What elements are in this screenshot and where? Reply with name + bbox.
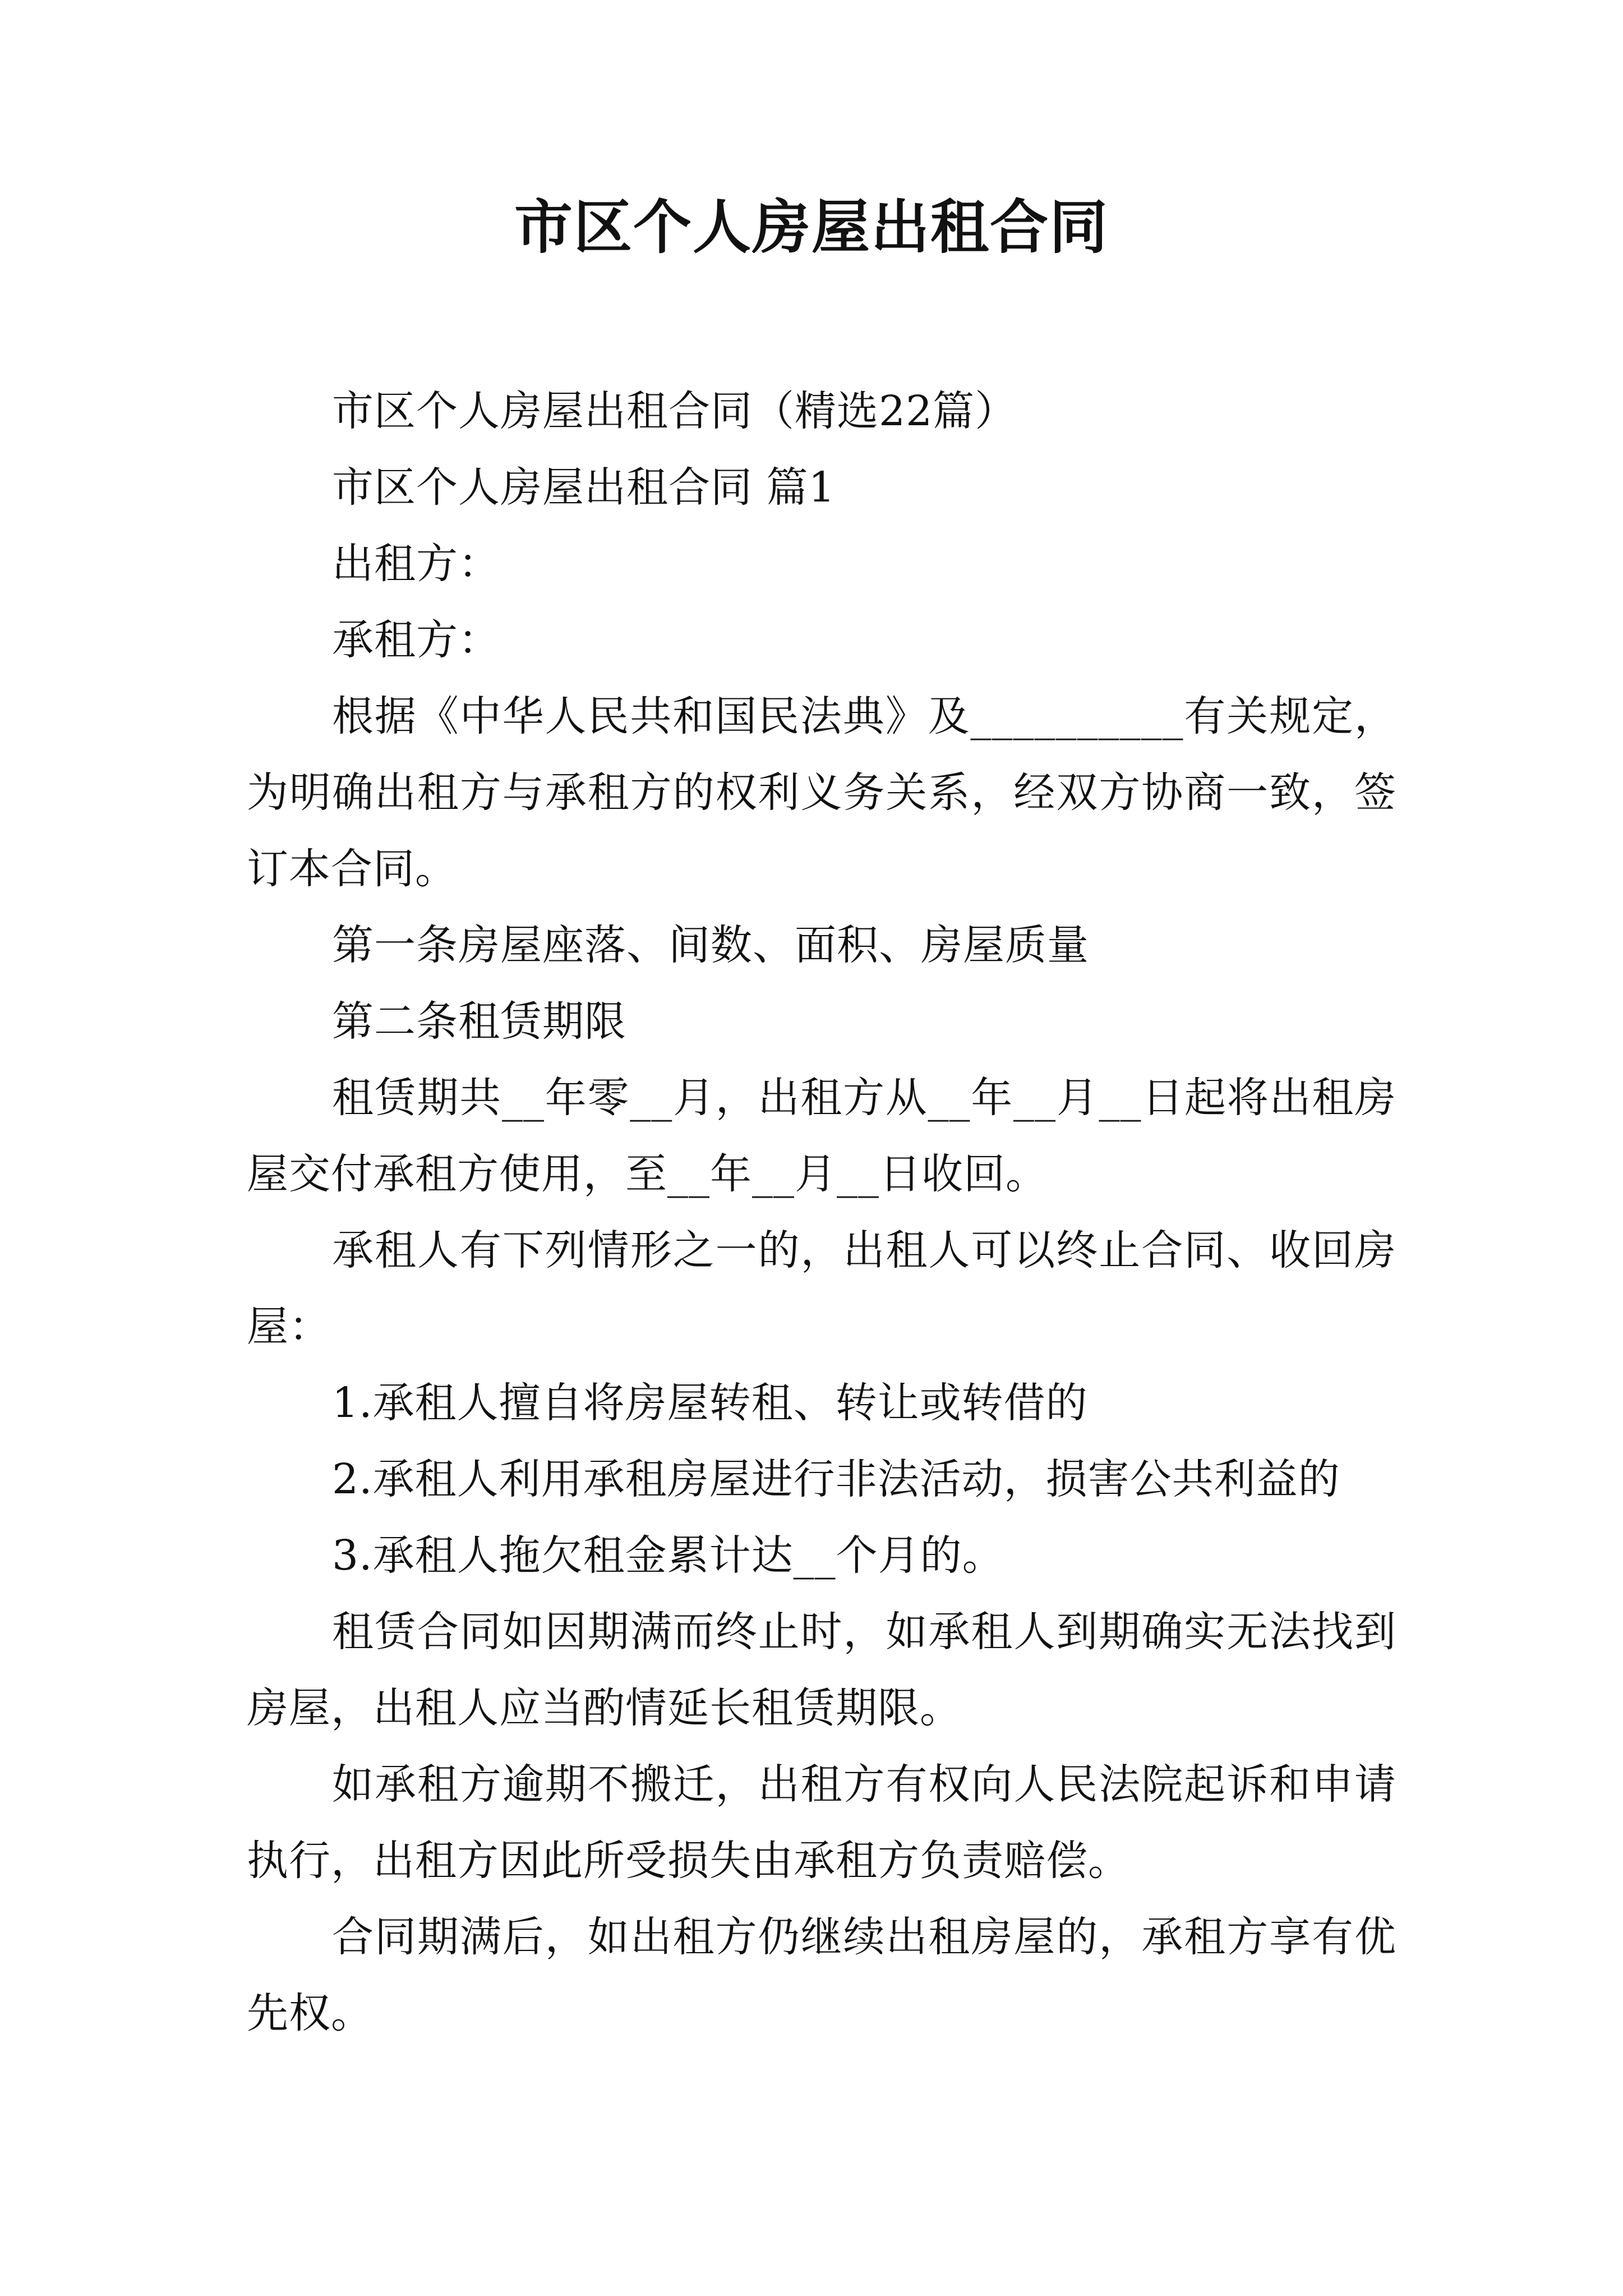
paragraph-priority: 合同期满后，如出租方仍继续出租房屋的，承租方享有优先权。 — [247, 1913, 1396, 2037]
paragraph-extension: 租赁合同如因期满而终止时，如承租人到期确实无法找到房屋，出租人应当酌情延长租赁期限。 — [247, 1608, 1396, 1732]
document-title: 市区个人房屋出租合同 — [514, 192, 1109, 261]
document-body — [247, 373, 1396, 2051]
paragraph-subtitle: 市区个人房屋出租合同（精选22篇） — [332, 387, 1017, 435]
paragraph-lessee: 承租方： — [332, 616, 500, 664]
paragraph-legal-basis: 根据《中华人民共和国民法典》及__________有关规定，为明确出租方与承租方的权利义务关系，经双方协商一致，签订本合同。 — [247, 692, 1396, 893]
list-item-3: 3.承租人拖欠租金累计达__个月的。 — [332, 1531, 1004, 1580]
paragraph-termination: 承租人有下列情形之一的，出租人可以终止合同、收回房屋： — [247, 1226, 1396, 1351]
paragraph-overdue: 如承租方逾期不搬迁，出租方有权向人民法院起诉和申请执行，出租方因此所受损失由承租方负责赔偿。 — [247, 1760, 1396, 1885]
paragraph-lease-term: 租赁期共__年零__月，出租方从__年__月__日起将出租房屋交付承租方使用，至__年__月__日收回。 — [247, 1074, 1396, 1198]
paragraph-lessor: 出租方： — [332, 540, 500, 588]
list-item-1: 1.承租人擅自将房屋转租、转让或转借的 — [332, 1379, 1088, 1427]
paragraph-section-heading: 市区个人房屋出租合同 篇1 — [332, 463, 836, 512]
paragraph-article-2: 第二条租赁期限 — [332, 997, 626, 1046]
paragraph-article-1: 第一条房屋座落、间数、面积、房屋质量 — [332, 921, 1089, 969]
list-item-2: 2.承租人利用承租房屋进行非法活动，损害公共利益的 — [332, 1455, 1340, 1503]
